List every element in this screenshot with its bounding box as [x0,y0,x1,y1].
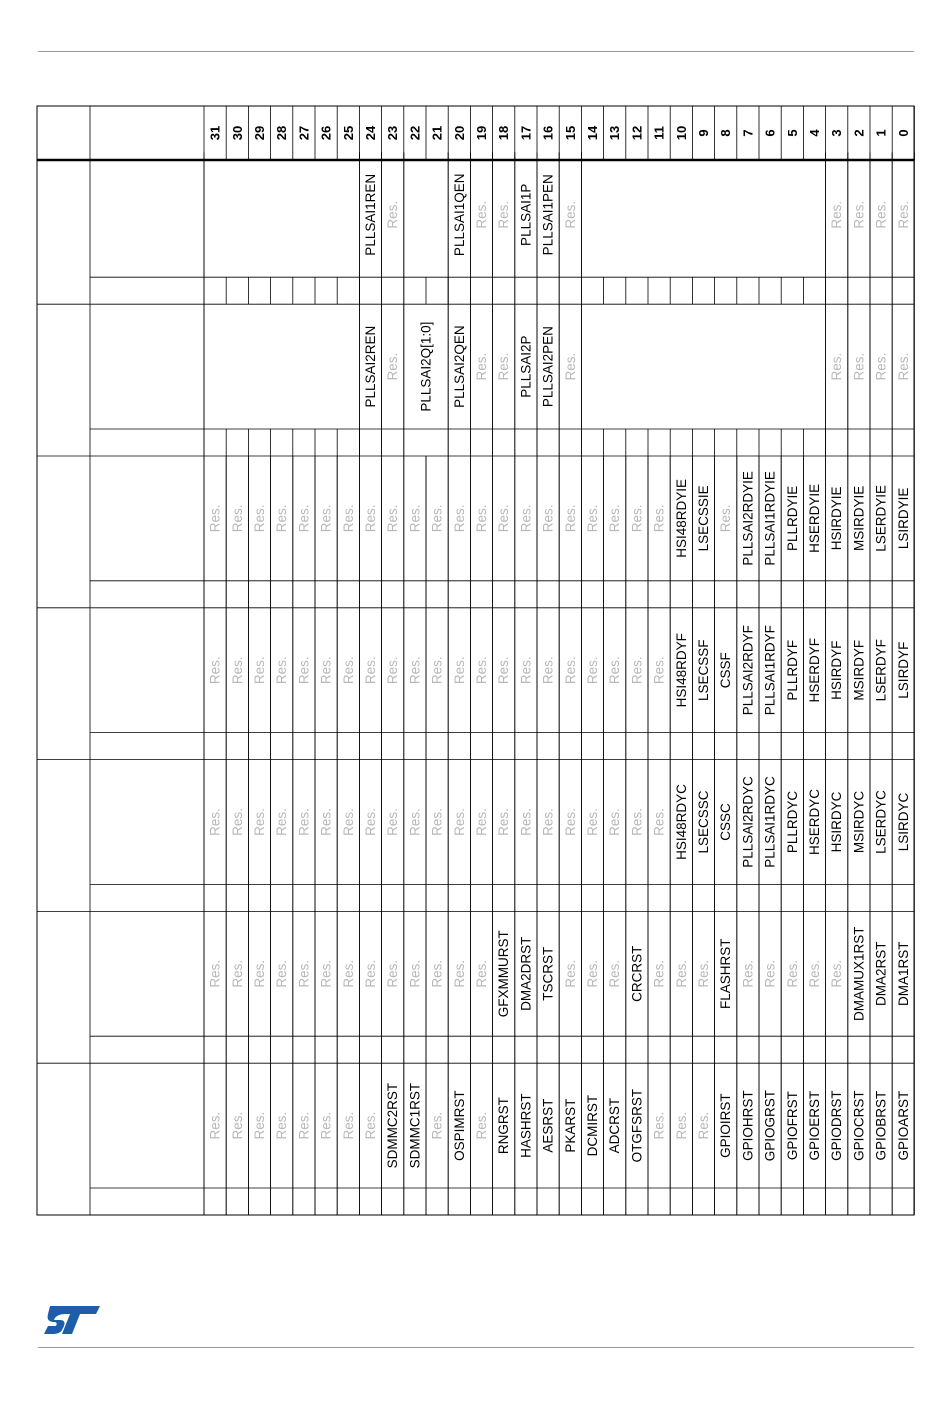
reserved-field: Res. [607,808,623,836]
register-field: ADCRST [607,1097,623,1154]
reserved-field: Res. [562,504,578,533]
register-field: GFXMMURST [496,930,512,1018]
reserved-field: Res. [496,504,512,533]
register-field: CSSF [718,652,734,689]
reserved-field: Res. [363,808,378,836]
register-field: DMA2RST [873,941,889,1007]
reserved-field: Res. [540,808,556,836]
reserved-field: Res. [296,959,312,988]
reserved-field: Res. [829,959,845,988]
register-field: PLLSAI2Q[1:0] [418,321,434,412]
bit-number: 5 [784,129,800,137]
register-field: PLLRDYF [784,639,800,701]
reserved-field: Res. [385,504,401,533]
reserved-field: Res. [784,959,800,988]
reserved-field: Res. [207,1111,223,1140]
reserved-field: Res. [363,504,378,533]
register-field: HSI48RDYC [673,784,689,860]
register-field: LSECSSC [696,790,711,854]
register-field: LSIRDYIE [895,487,911,550]
register-field: HSI48RDYF [673,633,689,708]
reserved-field: Res. [829,200,845,229]
reserved-field: Res. [318,504,334,533]
register-field: HSIRDYC [829,791,845,853]
bit-number: 18 [496,125,512,141]
bit-number: 30 [229,125,245,141]
register-field: LSIRDYF [895,641,911,699]
reserved-field: Res. [385,656,401,685]
reserved-field: Res. [229,504,245,533]
register-field: HSIRDYIE [829,486,845,551]
reserved-field: Res. [451,959,467,988]
register-field: LSERDYC [873,790,889,854]
register-field: LSECSSIE [696,485,711,552]
reserved-field: Res. [296,1111,312,1140]
bit-number: 9 [696,129,711,137]
reserved-field: Res. [585,959,600,988]
reserved-field: Res. [274,504,290,533]
reserved-field: Res. [318,1111,334,1140]
reserved-field: Res. [629,808,645,836]
reserved-field: Res. [385,959,401,988]
reserved-field: Res. [585,504,600,533]
reserved-field: Res. [562,808,578,836]
reserved-field: Res. [252,959,267,988]
bit-number: 25 [340,125,356,141]
register-field: PLLSAI2P [518,335,534,398]
reserved-field: Res. [274,808,290,836]
bit-number: 20 [451,125,467,141]
register-field: PLLSAI1RDYC [762,776,778,868]
bit-number: 31 [207,125,223,141]
reserved-field: Res. [585,656,600,685]
register-field: GPIODRST [829,1090,845,1161]
register-field: TSCRST [540,946,556,1001]
bit-number: 29 [252,125,267,141]
bit-number: 24 [363,125,378,141]
bit-number: 23 [385,125,401,141]
reserved-field: Res. [385,200,401,229]
reserved-field: Res. [851,352,867,381]
reserved-field: Res. [207,808,223,836]
reserved-field: Res. [340,1111,356,1140]
reserved-field: Res. [318,656,334,685]
bit-number: 11 [651,126,667,140]
bit-number: 10 [673,125,689,141]
reserved-field: Res. [474,352,489,381]
reserved-field: Res. [474,504,489,533]
register-field: FLASHRST [718,938,734,1010]
register-field: DMA1RST [895,941,911,1007]
reserved-field: Res. [318,808,334,836]
reserved-field: Res. [873,200,889,229]
reserved-field: Res. [340,808,356,836]
register-field: MSIRDYIE [851,485,867,552]
reserved-field: Res. [296,656,312,685]
bit-number: 3 [829,129,845,137]
bit-number: 0 [895,129,911,137]
reserved-field: Res. [429,959,445,988]
reserved-field: Res. [718,504,734,533]
reserved-field: Res. [474,959,489,988]
register-field: PLLRDYIE [784,485,800,552]
reserved-field: Res. [696,959,711,988]
reserved-field: Res. [296,808,312,836]
bit-number: 13 [607,125,623,141]
register-field: PLLSAI2PEN [540,326,556,408]
reserved-field: Res. [496,656,512,685]
reserved-field: Res. [363,656,378,685]
reserved-field: Res. [207,504,223,533]
bit-number: 17 [518,125,534,141]
register-field: MSIRDYC [851,790,867,854]
reserved-field: Res. [451,504,467,533]
reserved-field: Res. [851,200,867,229]
register-field: GPIOGRST [762,1089,778,1162]
bit-number: 16 [540,125,556,141]
reserved-field: Res. [474,656,489,685]
register-field: HSI48RDYIE [673,479,689,558]
reserved-field: Res. [252,1111,267,1140]
register-field: RNGRST [496,1097,512,1155]
reserved-field: Res. [385,808,401,836]
reserved-field: Res. [385,352,401,381]
register-field: HSERDYF [807,637,822,703]
reserved-field: Res. [562,200,578,229]
register-field: LSERDYF [873,639,889,702]
reserved-field: Res. [651,959,667,988]
reserved-field: Res. [429,656,445,685]
bit-number: 22 [407,125,423,141]
reserved-field: Res. [562,959,578,988]
reserved-field: Res. [340,504,356,533]
reserved-field: Res. [540,656,556,685]
reserved-field: Res. [318,959,334,988]
register-field: OTGFSRST [629,1088,645,1163]
reserved-field: Res. [229,808,245,836]
reserved-field: Res. [274,1111,290,1140]
reserved-field: Res. [274,656,290,685]
reserved-field: Res. [540,504,556,533]
reserved-field: Res. [895,200,911,229]
register-field: PLLSAI1RDYF [762,625,778,716]
register-field: PLLSAI2RDYIE [740,471,756,566]
register-field: HASHRST [518,1093,534,1158]
register-field: GPIOARST [895,1090,911,1161]
reserved-field: Res. [585,808,600,836]
reserved-field: Res. [474,808,489,836]
reserved-field: Res. [895,352,911,381]
register-field: SDMMC1RST [407,1082,423,1169]
reserved-field: Res. [518,656,534,685]
reserved-field: Res. [407,959,423,988]
reserved-field: Res. [651,656,667,685]
reserved-field: Res. [629,656,645,685]
reserved-field: Res. [296,504,312,533]
bit-number: 1 [873,129,889,137]
register-field: PLLSAI2REN [363,325,378,408]
footer-rule [38,1347,914,1348]
bit-number: 7 [740,129,756,137]
reserved-field: Res. [474,1111,489,1140]
register-field: PLLSAI1P [518,183,534,246]
register-field: GPIOIRST [718,1093,734,1158]
reserved-field: Res. [651,1111,667,1140]
bit-number: 12 [629,125,645,141]
register-field: DMAMUX1RST [851,926,867,1022]
reserved-field: Res. [340,656,356,685]
reserved-field: Res. [762,959,778,988]
bit-number: 6 [762,129,778,137]
register-field: HSERDYC [807,788,822,856]
reserved-field: Res. [407,656,423,685]
register-field: GPIOHRST [740,1090,756,1161]
register-field: LSERDYIE [873,485,889,552]
reserved-field: Res. [562,656,578,685]
register-field: DCMIRST [585,1094,600,1157]
reserved-field: Res. [340,959,356,988]
register-field: PLLSAI2RDYC [740,776,756,868]
register-field: PLLRDYC [784,790,800,854]
register-field: CRCRST [629,945,645,1002]
reserved-field: Res. [829,352,845,381]
reserved-field: Res. [429,504,445,533]
register-field: LSIRDYC [895,792,911,852]
bit-number: 4 [807,129,822,137]
bit-number: 28 [274,125,290,141]
reserved-field: Res. [562,352,578,381]
register-field: DMA2DRST [518,936,534,1011]
bit-number: 2 [851,129,867,137]
reserved-field: Res. [407,504,423,533]
bit-number: 19 [474,125,489,141]
reserved-field: Res. [451,808,467,836]
reserved-field: Res. [207,959,223,988]
register-field: PLLSAI1RDYIE [762,471,778,566]
reserved-field: Res. [207,656,223,685]
reserved-field: Res. [252,656,267,685]
reserved-field: Res. [673,1111,689,1140]
reserved-field: Res. [651,808,667,836]
reserved-field: Res. [363,1111,378,1140]
reserved-field: Res. [518,504,534,533]
reserved-field: Res. [651,504,667,533]
register-field: GPIOERST [807,1090,822,1161]
reserved-field: Res. [274,959,290,988]
bit-number: 8 [718,129,734,137]
bit-number: 21 [429,125,445,141]
reserved-field: Res. [496,200,512,229]
reserved-field: Res. [363,959,378,988]
reserved-field: Res. [873,352,889,381]
reserved-field: Res. [496,352,512,381]
register-field: GPIOFRST [784,1091,800,1161]
bit-number: 26 [318,125,334,141]
reserved-field: Res. [229,656,245,685]
reserved-field: Res. [696,1111,711,1140]
bit-number: 27 [296,125,312,141]
reserved-field: Res. [740,959,756,988]
bit-number: 14 [585,125,600,141]
st-logo-icon [42,1300,102,1340]
reserved-field: Res. [607,656,623,685]
register-field: MSIRDYF [851,639,867,701]
reserved-field: Res. [407,808,423,836]
reserved-field: Res. [429,1111,445,1140]
reserved-field: Res. [673,959,689,988]
register-field: PLLSAI2RDYF [740,625,756,716]
register-field: PLLSAI1PEN [540,174,556,256]
reserved-field: Res. [451,656,467,685]
reserved-field: Res. [252,504,267,533]
register-field: HSIRDYF [829,640,845,700]
register-field: GPIOBRST [873,1090,889,1161]
reserved-field: Res. [429,808,445,836]
reserved-field: Res. [518,808,534,836]
register-field: PKARST [562,1098,578,1153]
reserved-field: Res. [474,200,489,229]
reserved-field: Res. [496,808,512,836]
register-field: AESRST [540,1098,556,1153]
register-field: GPIOCRST [851,1090,867,1161]
register-field: SDMMC2RST [385,1082,401,1169]
reserved-field: Res. [229,959,245,988]
bit-number: 15 [562,125,578,141]
reserved-field: Res. [607,959,623,988]
register-field: PLLSAI1REN [363,173,378,256]
reserved-field: Res. [229,1111,245,1140]
reserved-field: Res. [607,504,623,533]
register-field: LSECSSF [696,639,711,701]
reserved-field: Res. [629,504,645,533]
reserved-field: Res. [807,959,822,988]
register-field: HSERDYIE [807,483,822,553]
reserved-field: Res. [252,808,267,836]
register-field: PLLSAI1QEN [451,173,467,257]
register-field: OSPIMRST [451,1090,467,1161]
register-field: PLLSAI2QEN [451,325,467,408]
register-field: CSSC [718,803,734,841]
